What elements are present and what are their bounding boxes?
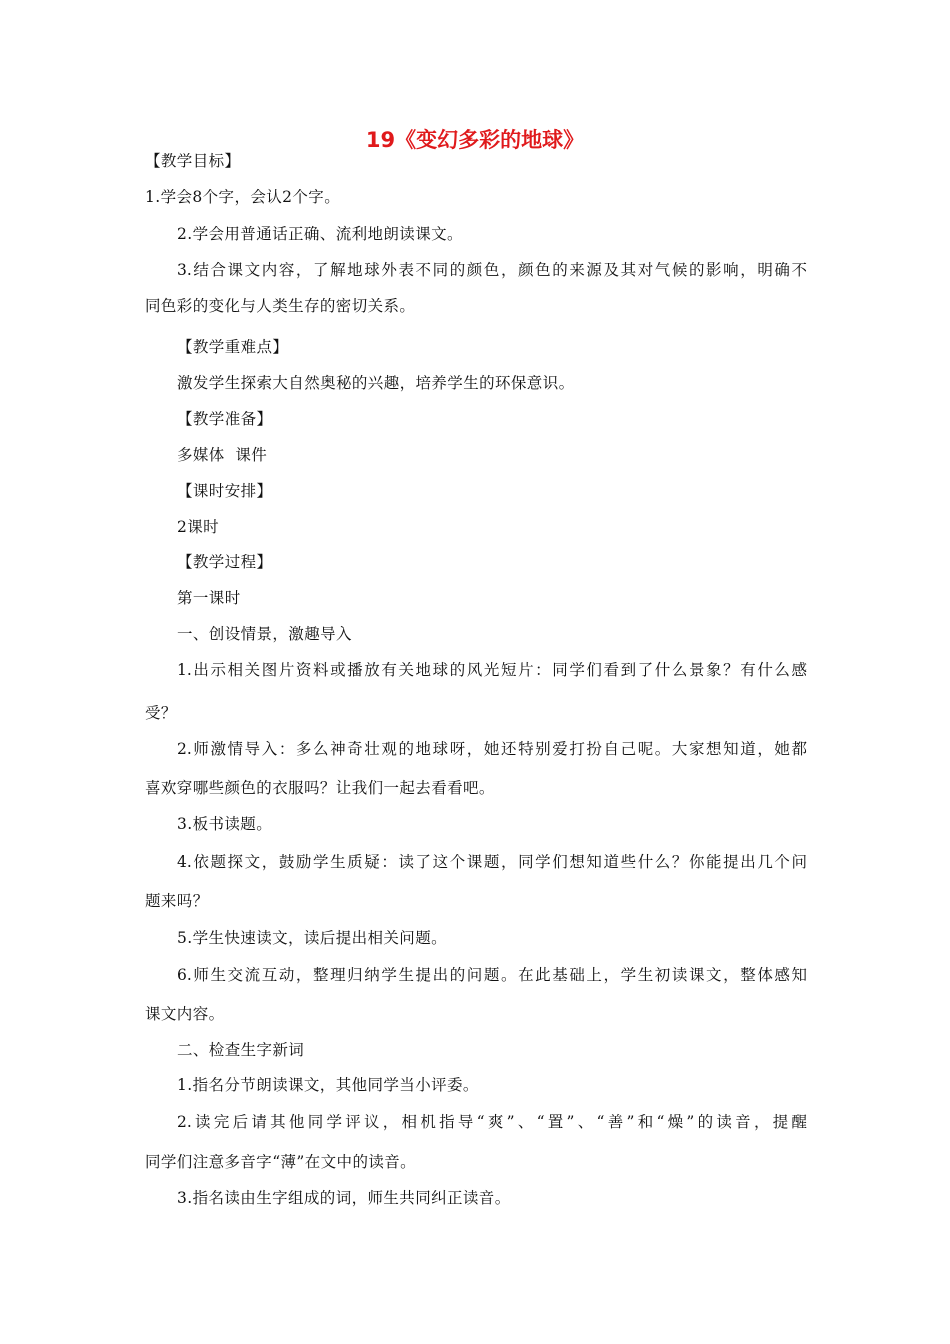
- paragraph-line: 题来吗？: [145, 892, 209, 910]
- paragraph-line: 喜欢穿哪些颜色的衣服吗？让我们一起去看看吧。: [145, 779, 495, 797]
- paragraph-line: 6.师生交流互动，整理归纳学生提出的问题。在此基础上，学生初读课文，整体感知: [177, 966, 807, 984]
- section-heading-schedule: 【课时安排】: [177, 482, 273, 500]
- paragraph-line: 1.出示相关图片资料或播放有关地球的风光短片：同学们看到了什么景象？有什么感: [177, 661, 807, 679]
- paragraph-line: 1.指名分节朗读课文，其他同学当小评委。: [177, 1076, 479, 1094]
- document-title: 19《变幻多彩的地球》: [365, 128, 585, 152]
- section-heading-process: 【教学过程】: [177, 553, 273, 571]
- section-heading-key-points: 【教学重难点】: [177, 338, 289, 356]
- paragraph-line: 2.学会用普通话正确、流利地朗读课文。: [177, 225, 463, 243]
- paragraph-line: 第一课时: [177, 589, 241, 607]
- paragraph-line: 3.指名读由生字组成的词，师生共同纠正读音。: [177, 1189, 511, 1207]
- paragraph-line: 2.读完后请其他同学评议，相机指导“爽”、“置”、“善”和“燥”的读音，提醒: [177, 1113, 807, 1131]
- paragraph-line: 二、检查生字新词: [177, 1041, 305, 1059]
- paragraph-line: 2.师激情导入：多么神奇壮观的地球呀，她还特别爱打扮自己呢。大家想知道，她都: [177, 740, 807, 758]
- paragraph-line: 多媒体 课件: [177, 446, 268, 464]
- paragraph-line: 一、创设情景，激趣导入: [177, 625, 352, 643]
- paragraph-line: 同学们注意多音字“薄”在文中的读音。: [145, 1153, 417, 1171]
- paragraph-line: 5.学生快速读文，读后提出相关问题。: [177, 929, 447, 947]
- paragraph-line: 3.板书读题。: [177, 815, 273, 833]
- paragraph-line: 激发学生探索大自然奥秘的兴趣，培养学生的环保意识。: [177, 374, 575, 392]
- paragraph-line: 4.依题探文，鼓励学生质疑：读了这个课题，同学们想知道些什么？你能提出几个问: [177, 853, 807, 871]
- paragraph-line: 3.结合课文内容，了解地球外表不同的颜色，颜色的来源及其对气候的影响，明确不: [177, 261, 807, 279]
- paragraph-line: 同色彩的变化与人类生存的密切关系。: [145, 297, 416, 315]
- paragraph-line: 1.学会8个字，会认2个字。: [145, 188, 341, 206]
- paragraph-line: 受？: [145, 704, 177, 722]
- paragraph-line: 2课时: [177, 518, 220, 536]
- paragraph-line: 课文内容。: [145, 1005, 225, 1023]
- section-heading-objectives: 【教学目标】: [145, 152, 241, 170]
- section-heading-preparation: 【教学准备】: [177, 410, 273, 428]
